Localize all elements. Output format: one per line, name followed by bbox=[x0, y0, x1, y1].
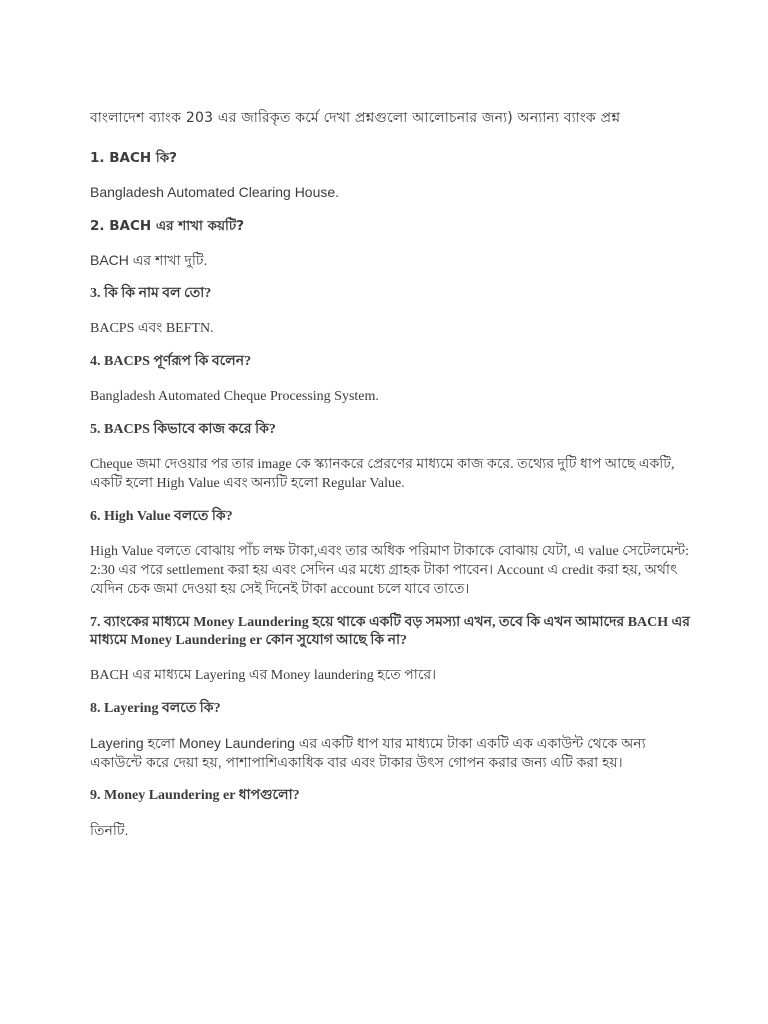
answer-4: Bangladesh Automated Cheque Processing System. bbox=[90, 389, 379, 404]
question-6: 6. High Value বলতে কি? bbox=[90, 509, 233, 524]
answer-6: High Value বলতে বোঝায় পাঁচ লক্ষ টাকা,এবং তার অধিক পরিমাণ টাকাকে বোঝায় যেটা, এ value সেটেলমেন্ট: 2:30 এর পরে settlement করা হয় এবং সেদিন এর মধ্যে গ্রাহক টাকা পাবেন। Account এ credit করা হয়, অর্থাৎ যেদিন চেক জমা দেওয়া হয় সেই দিনেই টাকা account চলে যাবে তাতে। bbox=[90, 544, 690, 597]
answer-1: Bangladesh Automated Clearing House. bbox=[90, 184, 340, 200]
qa-item-3 bbox=[90, 285, 690, 338]
question-1: 1. BACH কি? bbox=[90, 150, 178, 166]
question-5: 5. BACPS কিভাবে কাজ করে কি? bbox=[90, 422, 276, 437]
document-page bbox=[90, 108, 690, 855]
answer-3: BACPS এবং BEFTN. bbox=[90, 321, 214, 336]
qa-item-1 bbox=[90, 149, 690, 202]
question-9: 9. Money Laundering er ধাপগুলো? bbox=[90, 788, 300, 803]
answer-9: তিনটি. bbox=[90, 822, 129, 838]
answer-7: BACH এর মাধ্যমে Layering এর Money laundering হতে পারে। bbox=[90, 668, 437, 683]
qa-item-4 bbox=[90, 353, 690, 406]
question-3: 3. কি কি নাম বল তো? bbox=[90, 286, 212, 301]
question-7: 7. ব্যাংকের মাধ্যমে Money Laundering হয়ে থাকে একটি বড় সমস্যা এখন, তবে কি এখন আমাদের BACH এর মাধ্যমে Money Laundering er কোন সুযোগ আছে কি না? bbox=[90, 615, 691, 648]
qa-item-6 bbox=[90, 508, 690, 599]
answer-8: Layering হলো Money Laundering এর একটি ধাপ যার মাধ্যমে টাকা একটি এক একাউন্ট থেকে অন্য একাউন্টে করে দেয়া হয়, পাশাপাশিএকাধিক বার এবং টাকার উৎস গোপন করার জন্য এটি করা হয়। bbox=[90, 735, 646, 770]
qa-item-5 bbox=[90, 421, 690, 493]
qa-item-8 bbox=[90, 700, 690, 772]
question-4: 4. BACPS পূর্ণরূপ কি বলেন? bbox=[90, 354, 252, 369]
qa-item-7 bbox=[90, 614, 690, 685]
qa-item-9 bbox=[90, 787, 690, 840]
question-8: 8. Layering বলতে কি? bbox=[90, 701, 221, 716]
qa-item-2 bbox=[90, 217, 690, 270]
answer-2: BACH এর শাখা দুটি. bbox=[90, 252, 208, 268]
intro-paragraph: বাংলাদেশ ব্যাংক 203 এর জারিকৃত কর্মে দেখা প্রশ্নগুলো আলোচনার জন্য) অন্যান্য ব্যাংক প্রশ্ন bbox=[90, 110, 621, 126]
answer-5: Cheque জমা দেওয়ার পর তার image কে স্ক্যানকরে প্রেরণের মাধ্যমে কাজ করে. তথ্যের দুটি ধাপ আছে একটি, একটি হলো High Value এবং অন্যটি হলো Regular Value. bbox=[90, 457, 675, 491]
question-2: 2. BACH এর শাখা কয়টি? bbox=[90, 218, 245, 234]
